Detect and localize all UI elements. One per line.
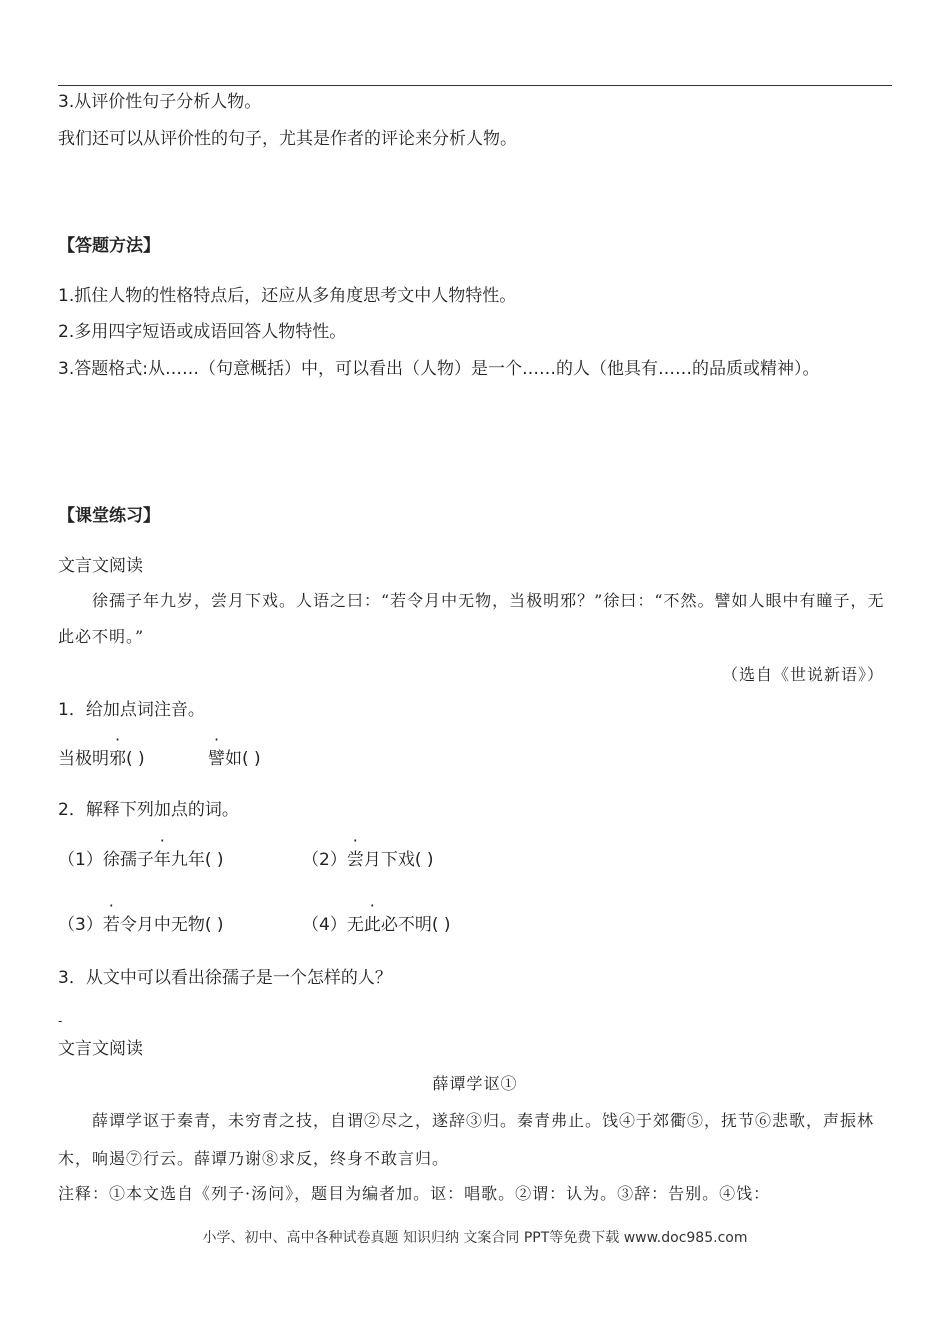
q1-a-before: 当极明 xyxy=(58,749,109,769)
q1-b-after: 如( ) xyxy=(225,749,261,769)
method-item-2: 2.多用四字短语或成语回答人物特性。 xyxy=(58,322,347,342)
reading2-title: 薛谭学讴① xyxy=(432,1074,518,1093)
reading1-source: （选自《世说新语》） xyxy=(721,665,884,684)
reading1-label: 文言文阅读 xyxy=(58,556,143,576)
q2-item-2 xyxy=(302,849,434,871)
method-item-1: 1.抓住人物的性格特点后，还应从多角度思考文中人物特性。 xyxy=(58,286,517,306)
q2-3-dotted: 若 xyxy=(102,915,120,935)
section1-line2: 我们还可以从评价性的句子，尤其是作者的评论来分析人物。 xyxy=(58,129,517,149)
q1-b-dotted: 譬 xyxy=(208,749,225,769)
q1-a-after: ( ) xyxy=(126,749,145,769)
header-rule xyxy=(58,85,892,86)
separator-dash: - xyxy=(58,1014,63,1028)
reading2-passage: 薛谭学讴于秦青，未穷青之技，自谓②尽之，遂辞③归。秦青弗止。饯④于郊衢⑤，抚节⑥悲歌，声振林木，响遏⑦行云。薛谭乃谢⑧求反，终身不敢言归。 xyxy=(58,1111,875,1168)
q1-a-dotted: 邪 xyxy=(109,749,126,769)
q2-item-3 xyxy=(58,914,224,936)
q2-1-dotted: 年 xyxy=(153,850,171,870)
reading1-passage: 徐孺子年九岁，尝月下戏。人语之曰：“若令月中无物，当极明邪？”徐曰：“不然。譬如人眼中有瞳子，无此必不明。” xyxy=(58,591,885,646)
q1-item-a xyxy=(58,748,145,770)
q3-prompt: 3．从文中可以看出徐孺子是一个怎样的人？ xyxy=(58,968,392,988)
reading2-label: 文言文阅读 xyxy=(58,1039,143,1059)
q1-item-b xyxy=(208,748,261,770)
q2-2-after: 月下戏( ) xyxy=(363,850,434,870)
q2-1-after: 九年( ) xyxy=(170,850,224,870)
q2-2-before: （2） xyxy=(302,850,347,870)
q2-item-1 xyxy=(58,849,224,871)
q1-prompt: 1．给加点词注音。 xyxy=(58,700,205,720)
methods-heading: 【答题方法】 xyxy=(58,236,160,256)
q2-3-after: 令月中无物( ) xyxy=(119,915,224,935)
q2-1-before: （1）徐孺子 xyxy=(58,850,154,870)
q2-3-before: （3） xyxy=(58,915,103,935)
q2-item-4 xyxy=(302,914,451,936)
q2-4-dotted: 此 xyxy=(363,915,381,935)
q2-2-dotted: 尝 xyxy=(346,850,364,870)
q2-4-before: （4）无 xyxy=(302,915,364,935)
q2-prompt: 2．解释下列加点的词。 xyxy=(58,800,239,820)
footer-text: 小学、初中、高中各种试卷真题 知识归纳 文案合同 PPT等免费下载 www.doc985.com xyxy=(202,1230,748,1246)
method-item-3: 3.答题格式:从……（句意概括）中，可以看出（人物）是一个……的人（他具有……的品质或精神）。 xyxy=(58,359,820,379)
section1-line1: 3.从评价性句子分析人物。 xyxy=(58,92,262,112)
q2-4-after: 必不明( ) xyxy=(380,915,451,935)
practice-heading: 【课堂练习】 xyxy=(58,506,160,526)
reading2-notes: 注释：①本文选自《列子·汤问》，题目为编者加。讴：唱歌。②谓：认为。③辞：告别。④饯： xyxy=(58,1184,771,1203)
